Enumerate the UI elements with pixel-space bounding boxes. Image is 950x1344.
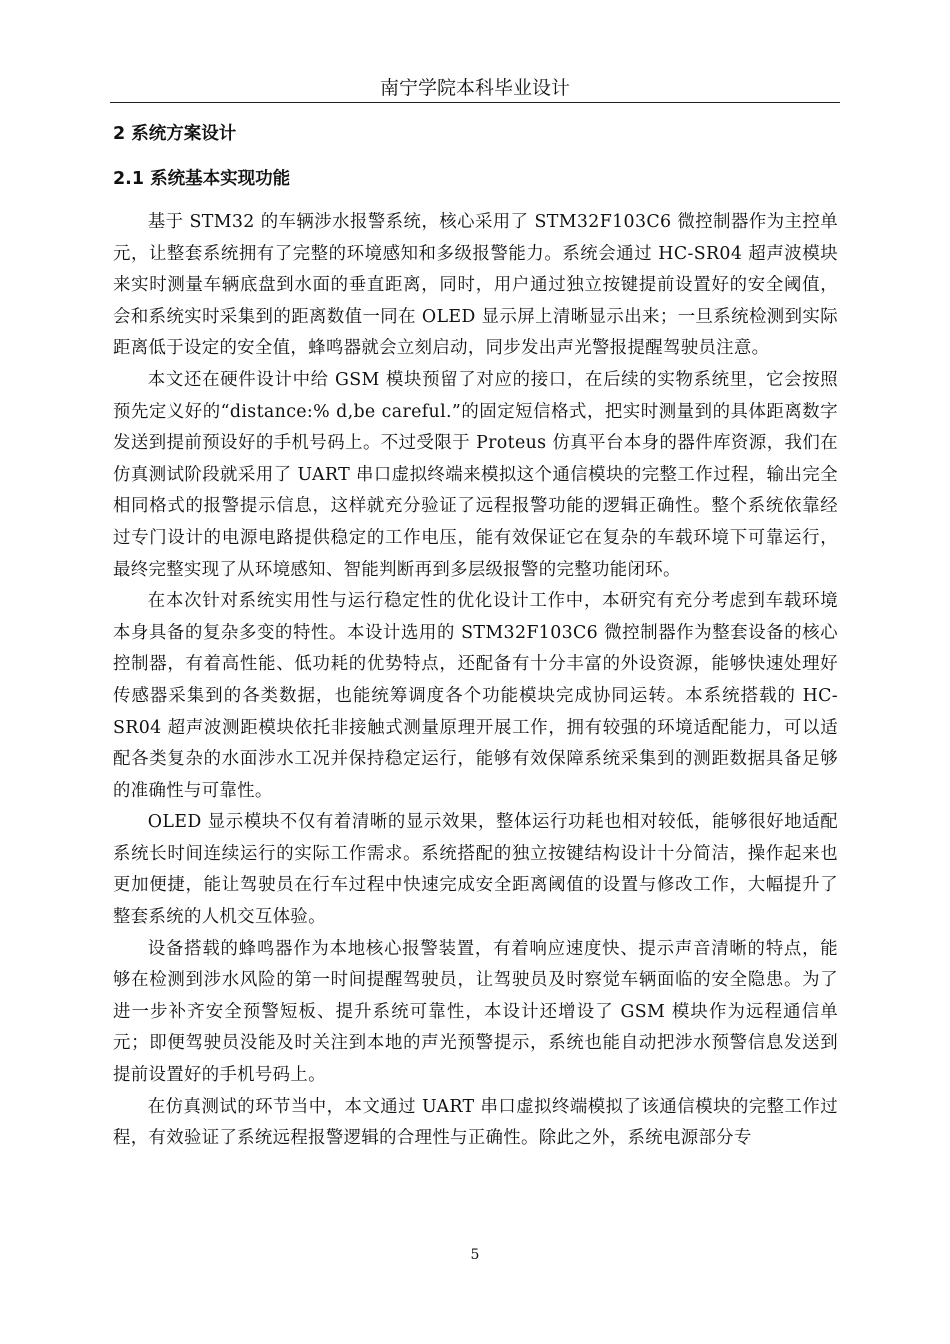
body-paragraph: OLED 显示模块不仅有着清晰的显示效果，整体运行功耗也相对较低，能够很好地适配系统长时间连续运行的实际工作需求。系统搭配的独立按键结构设计十分简洁，操作起来也更加便捷，能让驾驶员在行车过程中快速完成安全距离阈值的设置与修改工作，大幅提升了整套系统的人机交互体验。 [113,812,838,928]
header-divider [110,102,840,103]
body-paragraph: 本文还在硬件设计中给 GSM 模块预留了对应的接口，在后续的实物系统里，它会按照预先定义好的“distance:% d,be careful.”的固定短信格式，把实时测量到的具体距离数字发送到提前预设好的手机号码上。不过受限于 Proteus 仿真平台本身的器件库资源，我们在仿真测试阶段就采用了 UART 串口虚拟终端来模拟这个通信模块的完整工作过程，输出完全相同格式的报警提示信息，这样就充分验证了远程报警功能的逻辑正确性。整个系统依靠经过专门设计的电源电路提供稳定的工作电压，能有效保证它在复杂的车载环境下可靠运行，最终完整实现了从环境感知、智能判断再到多层级报警的完整功能闭环。 [113,369,838,580]
running-header: 南宁学院本科毕业设计 [379,77,570,99]
body-paragraph: 在仿真测试的环节当中，本文通过 UART 串口虚拟终端模拟了该通信模块的完整工作过程，有效验证了系统远程报警逻辑的合理性与正确性。除此之外，系统电源部分专 [113,1096,838,1149]
body-paragraph: 设备搭载的蜂鸣器作为本地核心报警装置，有着响应速度快、提示声音清晰的特点，能够在检测到涉水风险的第一时间提醒驾驶员，让驾驶员及时察觉车辆面临的安全隐患。为了进一步补齐安全预警短板、提升系统可靠性，本设计还增设了 GSM 模块作为远程通信单元；即便驾驶员没能及时关注到本地的声光预警提示，系统也能自动把涉水预警信息发送到提前设置好的手机号码上。 [113,938,838,1086]
subsection-heading: 2.1 系统基本实现功能 [113,169,291,189]
section-heading: 2 系统方案设计 [113,124,237,144]
page-body [113,114,838,1155]
body-paragraph: 在本次针对系统实用性与运行稳定性的优化设计工作中，本研究有充分考虑到车载环境本身具备的复杂多变的特性。本设计选用的 STM32F103C6 微控制器作为整套设备的核心控制器，有着高性能、低功耗的优势特点，还配备有十分丰富的外设资源，能够快速处理好传感器采集到的各类数据，也能统筹调度各个功能模块完成协同运转。本系统搭载的 HC-SR04 超声波测距模块依托非接触式测量原理开展工作，拥有较强的环境适配能力，可以适配各类复杂的水面涉水工况并保持稳定运行，能够有效保障系统采集到的测距数据具备足够的准确性与可靠性。 [113,591,838,801]
page-number: 5 [470,1247,480,1263]
body-paragraph: 基于 STM32 的车辆涉水报警系统，核心采用了 STM32F103C6 微控制器作为主控单元，让整套系统拥有了完整的环境感知和多级报警能力。系统会通过 HC-SR04 超声波模块来实时测量车辆底盘到水面的垂直距离，同时，用户通过独立按键提前设置好的安全阈值，会和系统实时采集到的距离数值一同在 OLED 显示屏上清晰显示出来；一旦系统检测到实际距离低于设定的安全值，蜂鸣器就会立刻启动，同步发出声光警报提醒驾驶员注意。 [113,212,838,359]
